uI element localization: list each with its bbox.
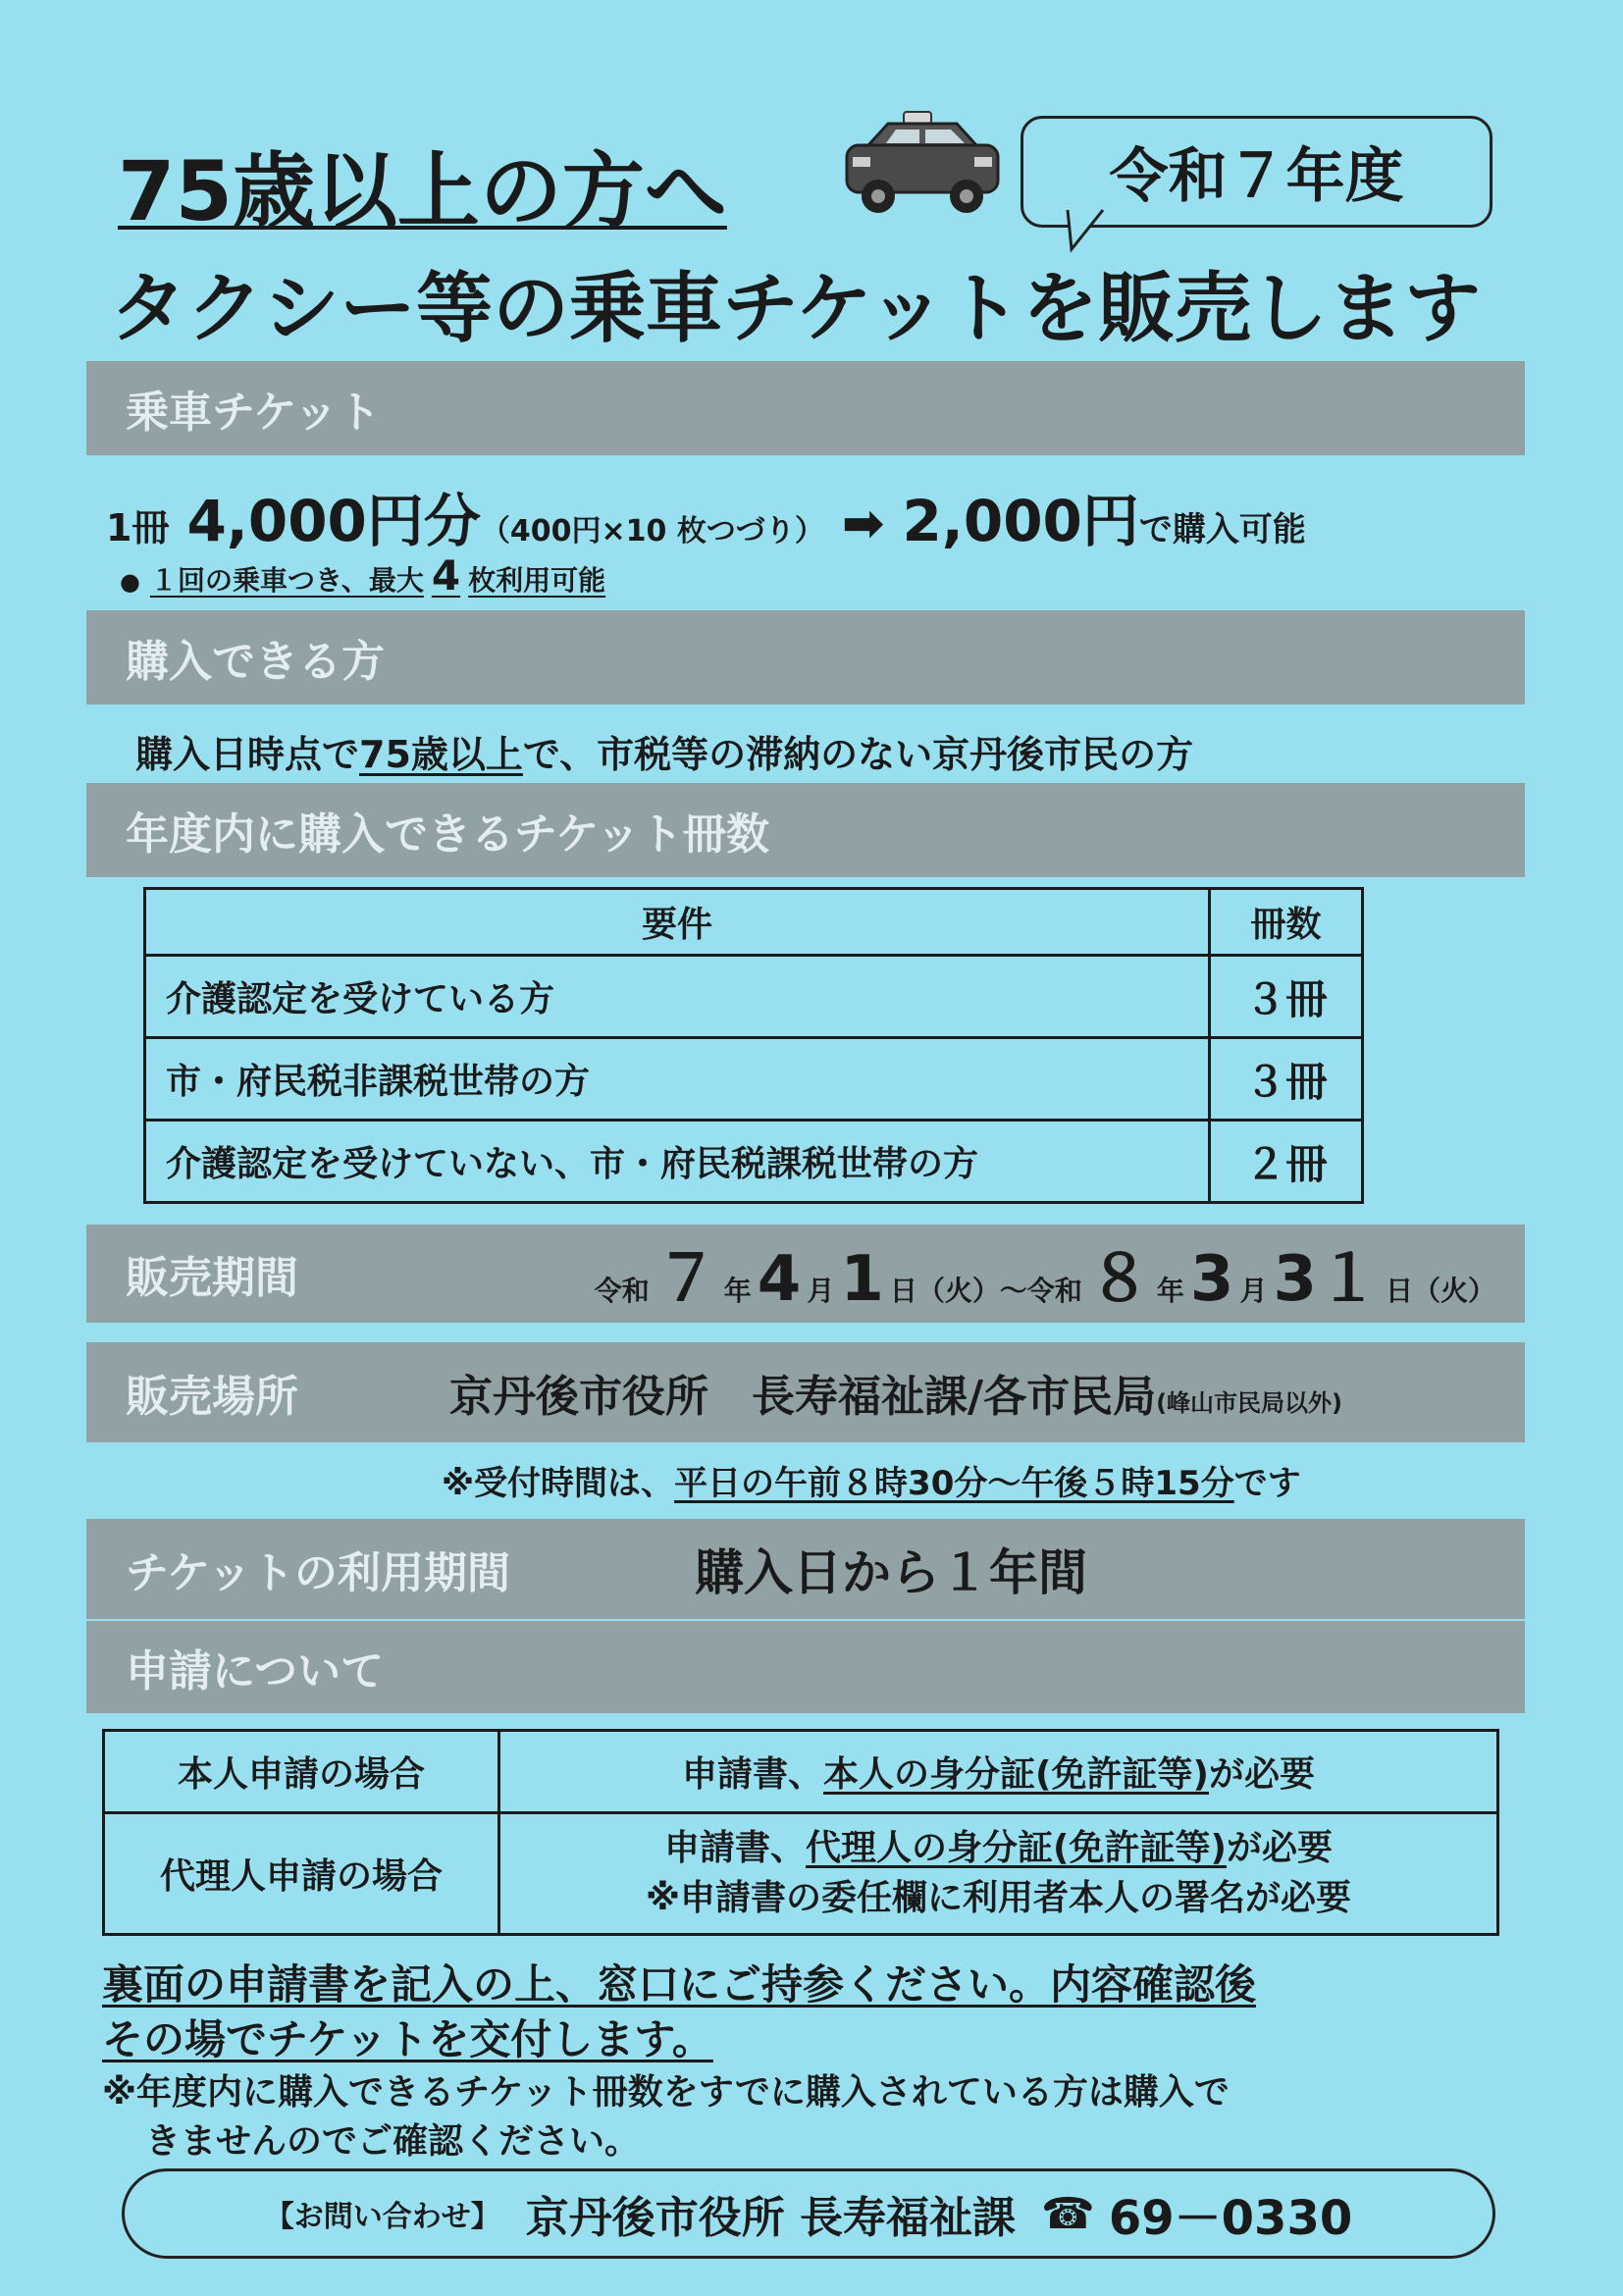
telephone-icon: ☎ <box>1041 2188 1095 2239</box>
ticket-price: 2,000円 <box>902 488 1139 554</box>
period-dates: 令和 ７ 年 4 月 1 日（火）～令和 ８ 年 3 月 3１ 日（火） <box>594 1243 1495 1316</box>
application-row-text: 申請書、代理人の身分証(免許証等)が必要 ※申請書の委任欄に利用者本人の署名が必要 <box>499 1813 1498 1935</box>
application-row-label: 代理人申請の場合 <box>104 1813 499 1935</box>
section-eligibility <box>86 610 1525 704</box>
arrow-right-icon: ➡ <box>841 495 885 553</box>
books-table <box>143 887 1364 1204</box>
warning-line2: きませんのでご確認ください。 <box>145 2121 641 2162</box>
section-ticket <box>86 361 1525 455</box>
ticket-price-suffix: で購入可能 <box>1138 510 1306 549</box>
usage-text: 購入日から１年間 <box>695 1544 1087 1601</box>
warning-line1: ※年度内に購入できるチケット冊数をすでに購入されている方は購入で <box>102 2072 1230 2113</box>
year-badge-text: 令和７年度 <box>1109 142 1404 211</box>
books-header-req: 要件 <box>145 889 1210 956</box>
section-ticket-label: 乗車チケット <box>126 388 382 438</box>
application-row-text: 申請書、本人の身分証(免許証等)が必要 <box>499 1731 1498 1813</box>
one-book: 1冊 <box>106 506 170 549</box>
contact-label: 【お問い合わせ】 <box>264 2200 500 2234</box>
section-application <box>86 1621 1525 1713</box>
books-row-req: 介護認定を受けている方 <box>145 956 1210 1038</box>
section-period-label: 販売期間 <box>126 1253 298 1303</box>
ticket-detail: （400円×10 枚つづり） <box>480 514 824 548</box>
bullet-icon: ● <box>120 568 140 596</box>
section-usage-label: チケットの利用期間 <box>126 1548 511 1598</box>
ticket-note <box>120 551 605 600</box>
eligibility-text: 購入日時点で75歳以上で、市税等の滞納のない京丹後市民の方 <box>135 733 1194 776</box>
application-table <box>102 1729 1499 1936</box>
section-usage <box>86 1519 1525 1619</box>
books-row-req: 介護認定を受けていない、市・府民税課税世帯の方 <box>145 1121 1210 1203</box>
section-application-label: 申請について <box>126 1646 385 1696</box>
books-row-count: ２冊 <box>1210 1121 1363 1203</box>
books-header-count: 冊数 <box>1210 889 1363 956</box>
section-place-label: 販売場所 <box>126 1372 298 1422</box>
title-main: 75歳以上の方へ <box>118 143 727 239</box>
section-books-label: 年度内に購入できるチケット冊数 <box>126 809 770 860</box>
books-row-count: ３冊 <box>1210 956 1363 1038</box>
notice-line2: その場でチケットを交付します。 <box>102 2015 713 2063</box>
contact-phone: 69－0330 <box>1108 2190 1353 2246</box>
ticket-amount: 4,000円分 <box>186 488 481 554</box>
books-row-req: 市・府民税非課税世帯の方 <box>145 1038 1210 1121</box>
section-period <box>86 1225 1525 1323</box>
notice-line1: 裏面の申請書を記入の上、窓口にご持参ください。内容確認後 <box>102 1960 1257 2009</box>
application-row-label: 本人申請の場合 <box>104 1731 499 1813</box>
ticket-note-text: １回の乗車つき、最大 4 枚利用可能 <box>149 551 606 600</box>
contact-org: 京丹後市役所 長寿福祉課 <box>525 2193 1017 2243</box>
title-sub: タクシー等の乗車チケットを販売します <box>110 265 1481 353</box>
section-place <box>86 1342 1525 1442</box>
place-text: 京丹後市役所 長寿福祉課/各市民局 (峰山市民局以外) <box>449 1372 1343 1422</box>
books-row-count: ３冊 <box>1210 1038 1363 1121</box>
contact-box <box>122 2168 1495 2259</box>
section-books <box>86 783 1525 877</box>
taxi-icon <box>839 106 1006 224</box>
place-hours: ※受付時間は、平日の午前８時30分～午後５時15分です <box>442 1464 1301 1503</box>
ticket-price-line <box>106 475 1306 557</box>
section-eligibility-label: 購入できる方 <box>126 637 385 687</box>
